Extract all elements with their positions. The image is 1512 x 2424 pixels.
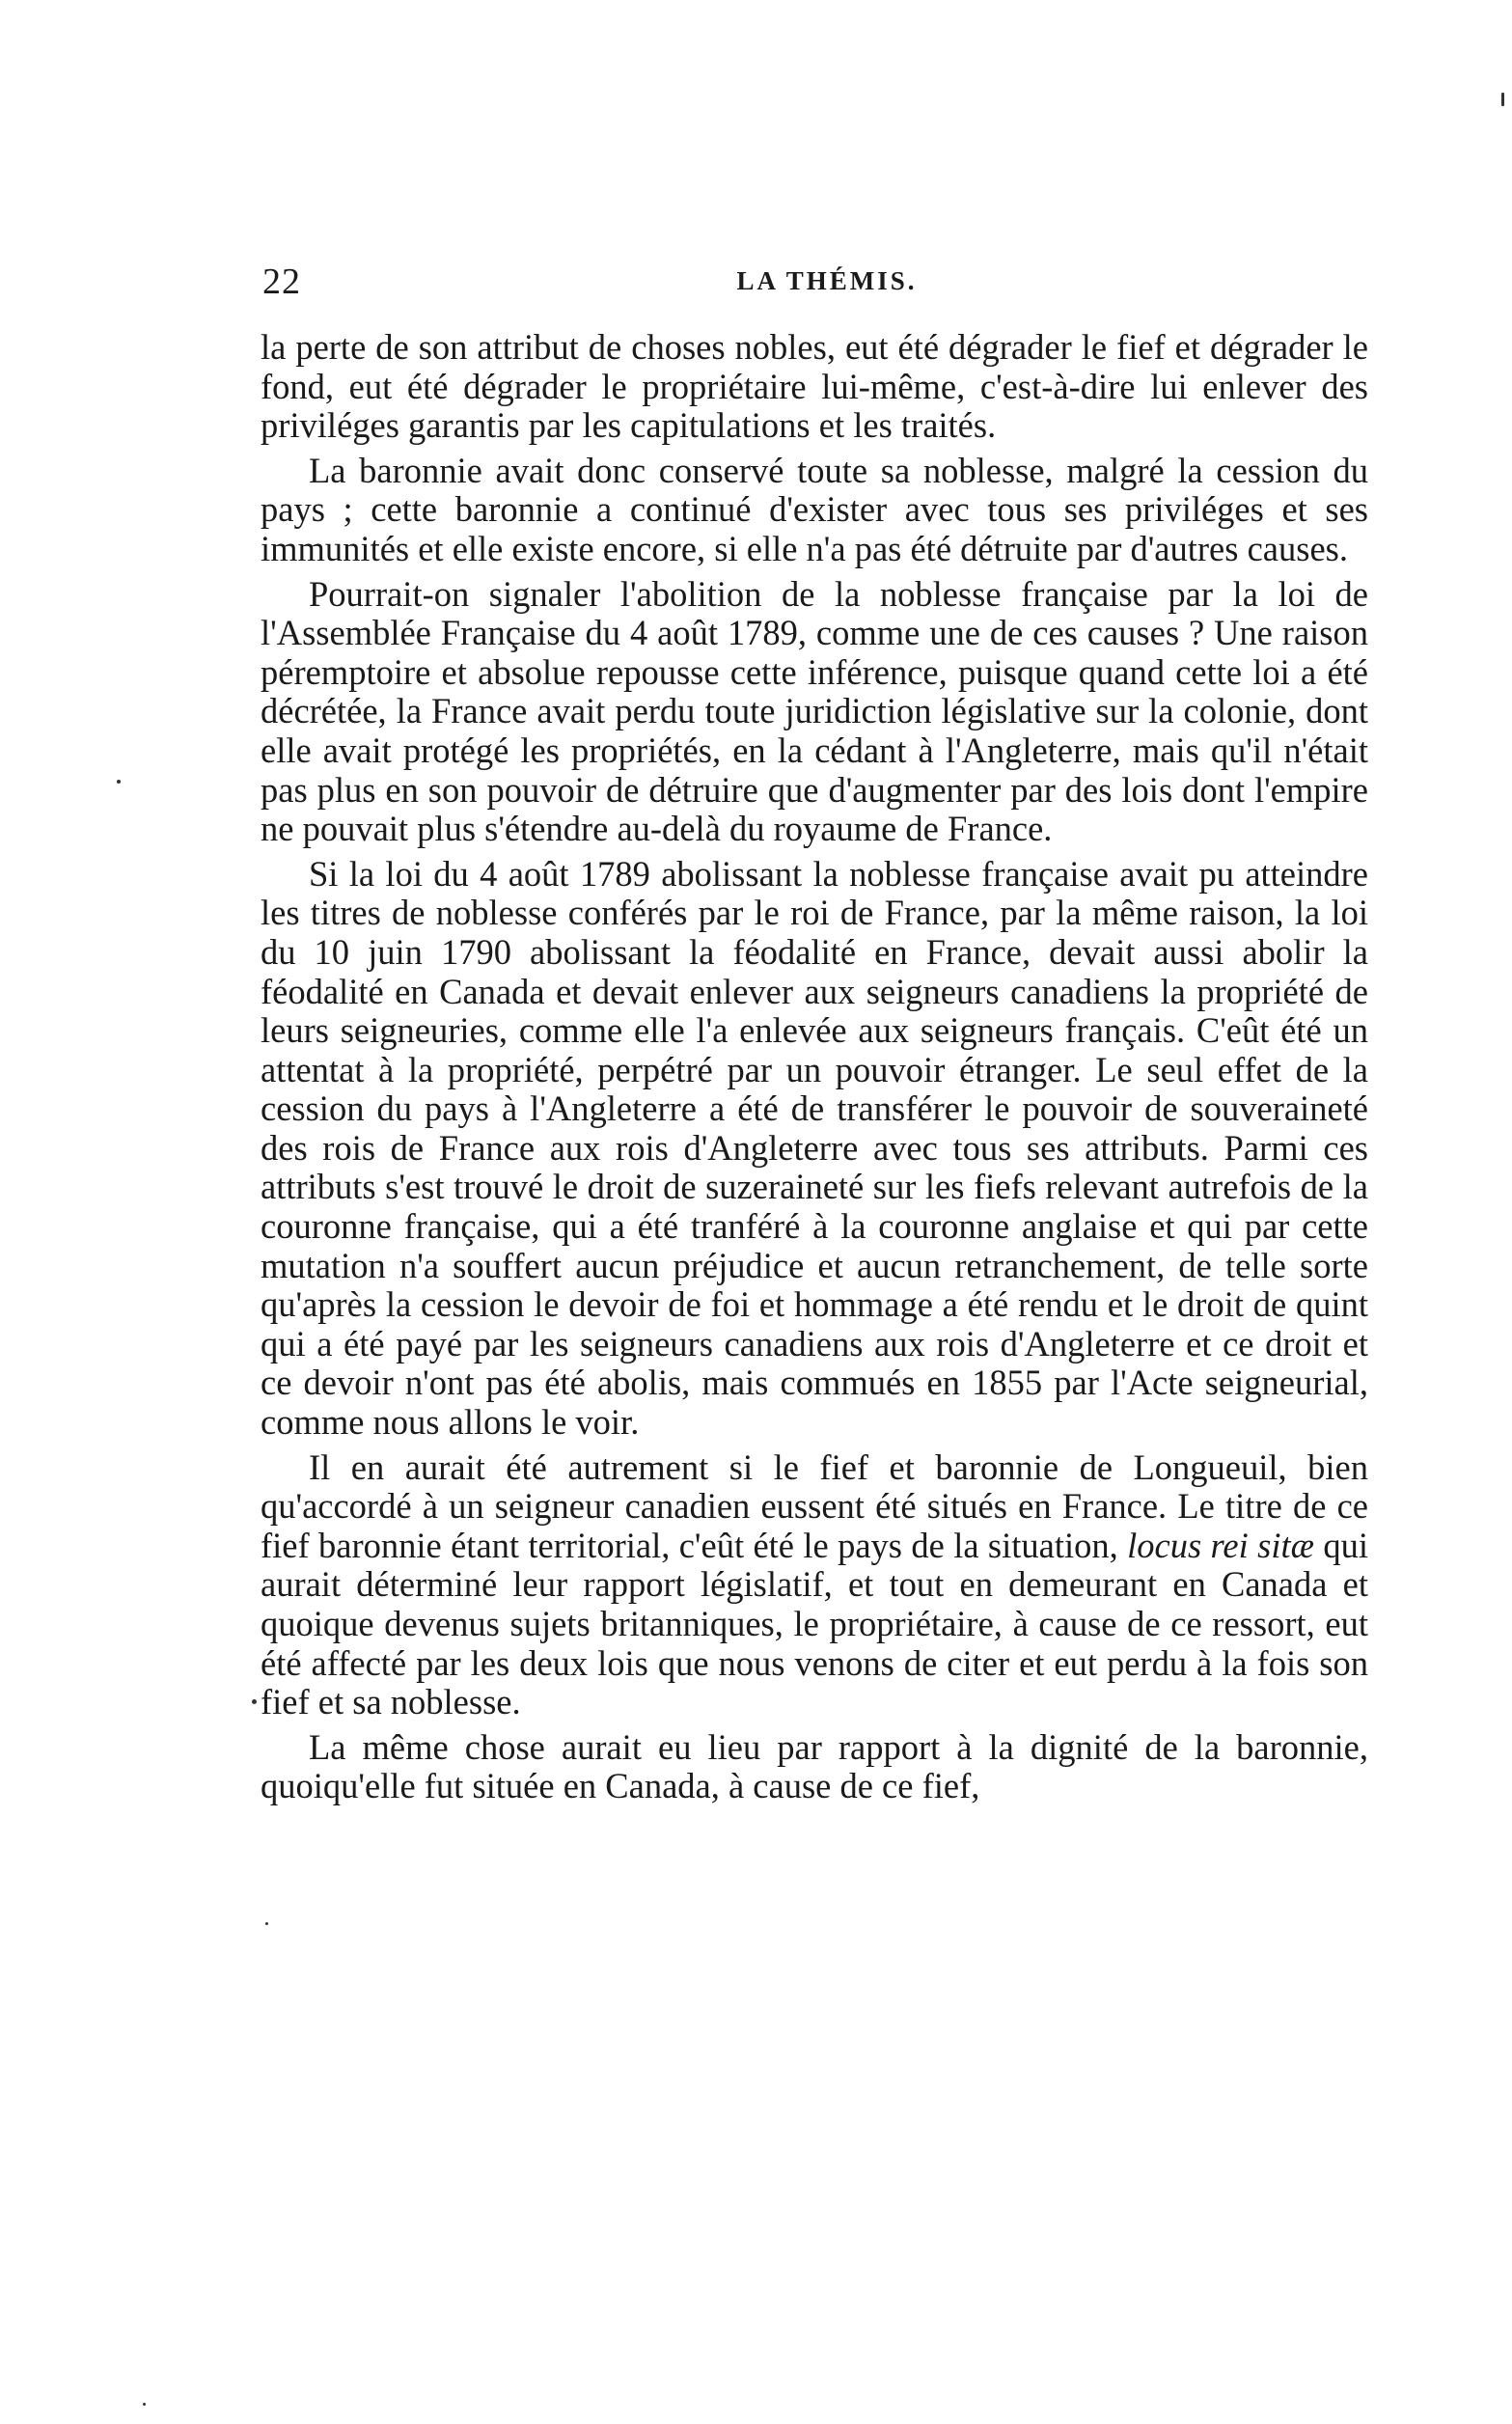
paragraph-1: la perte de son attribut de choses nobles, eut été dégrader le fief et dégrader le fond, eut été dégrader le propriétaire lui-même, c'est-à-dire lui enlever des priviléges garantis par les capitulations et les traités. <box>261 327 1368 446</box>
paper-speck <box>265 1922 268 1925</box>
paragraph-2: La baronnie avait donc conservé toute sa noblesse, malgré la cession du pays ; cette baronnie a continué d'exister avec tous ses priviléges et ses immunités et elle existe encore, si elle n'a pas été détruite par d'autres causes. <box>261 450 1368 568</box>
running-title: LA THÉMIS. <box>736 266 918 295</box>
paragraph-5-text-a: Il en aurait été autrement si le fief et baronnie de Longueuil, bien qu'accordé à un seigneur canadien eussent été situés en France. Le titre de ce fief baronnie étant territorial, c'eût été le pays de la situation, <box>261 1446 1368 1565</box>
paragraph-3: Pourrait-on signaler l'abolition de la noblesse française par la loi de l'Assemblée Française du 4 août 1789, comme une de ces causes ? Une raison péremptoire et absolue repousse cette inférence, puisque quand cette loi a été décrétée, la France avait perdu toute juridiction législative sur la colonie, dont elle avait protégé les propriétés, en la cédant à l'Angleterre, mais qu'il n'était pas plus en son pouvoir de détruire que d'augmenter par des lois dont l'empire ne pouvait plus s'étendre au-delà du royaume de France. <box>261 573 1368 849</box>
paragraph-5-italic-phrase: locus rei sitæ <box>1127 1525 1314 1565</box>
paragraph-4: Si la loi du 4 août 1789 abolissant la noblesse française avait pu atteindre les titres de noblesse conférés par le roi de France, par la même raison, la loi du 10 juin 1790 abolissant la féodalité en France, devait aussi abolir la féodalité en Canada et devait enlever aux seigneurs canadiens la propriété de leurs seigneuries, comme elle l'a enlevée aux seigneurs français. C'eût été un attentat à la propriété, perpétré par un pouvoir étranger. Le seul effet de la cession du pays à l'Angleterre a été de transférer le pouvoir de souveraineté des rois de France aux rois d'Angleterre avec tous ses attributs. Parmi ces attributs s'est trouvé le droit de suzeraineté sur les fiefs relevant autrefois de la couronne française, qui a été tranféré à la couronne anglaise et qui par cette mutation n'a souffert aucun préjudice et aucun retranchement, de telle sorte qu'après la cession le devoir de foi et hommage a été rendu et le droit de quint qui a été payé par les seigneurs canadiens aux rois d'Angleterre et ce droit et ce devoir n'ont pas été abolis, mais commués en 1855 par l'Acte seigneurial, comme nous allons le voir. <box>261 853 1368 1443</box>
text-body <box>261 328 1368 1812</box>
page-number: 22 <box>262 262 301 302</box>
paper-speck <box>143 2403 146 2406</box>
paper-speck <box>252 1699 257 1704</box>
paper-speck <box>1501 93 1504 106</box>
running-header <box>262 261 1391 309</box>
paragraph-6: La même chose aurait eu lieu par rapport à la dignité de la baronnie, quoiqu'elle fut située en Canada, à cause de ce fief, <box>261 1726 1368 1806</box>
paragraph-5-text-b: qui aurait déterminé leur rapport législatif, et tout en demeurant en Canada et quoique devenus sujets britanniques, le propriétaire, à cause de ce ressort, eut été affecté par les deux lois que nous venons de citer et eut perdu à la fois son fief et sa noblesse. <box>261 1525 1368 1722</box>
paper-speck <box>117 780 121 784</box>
paragraph-5 <box>261 1448 1368 1722</box>
